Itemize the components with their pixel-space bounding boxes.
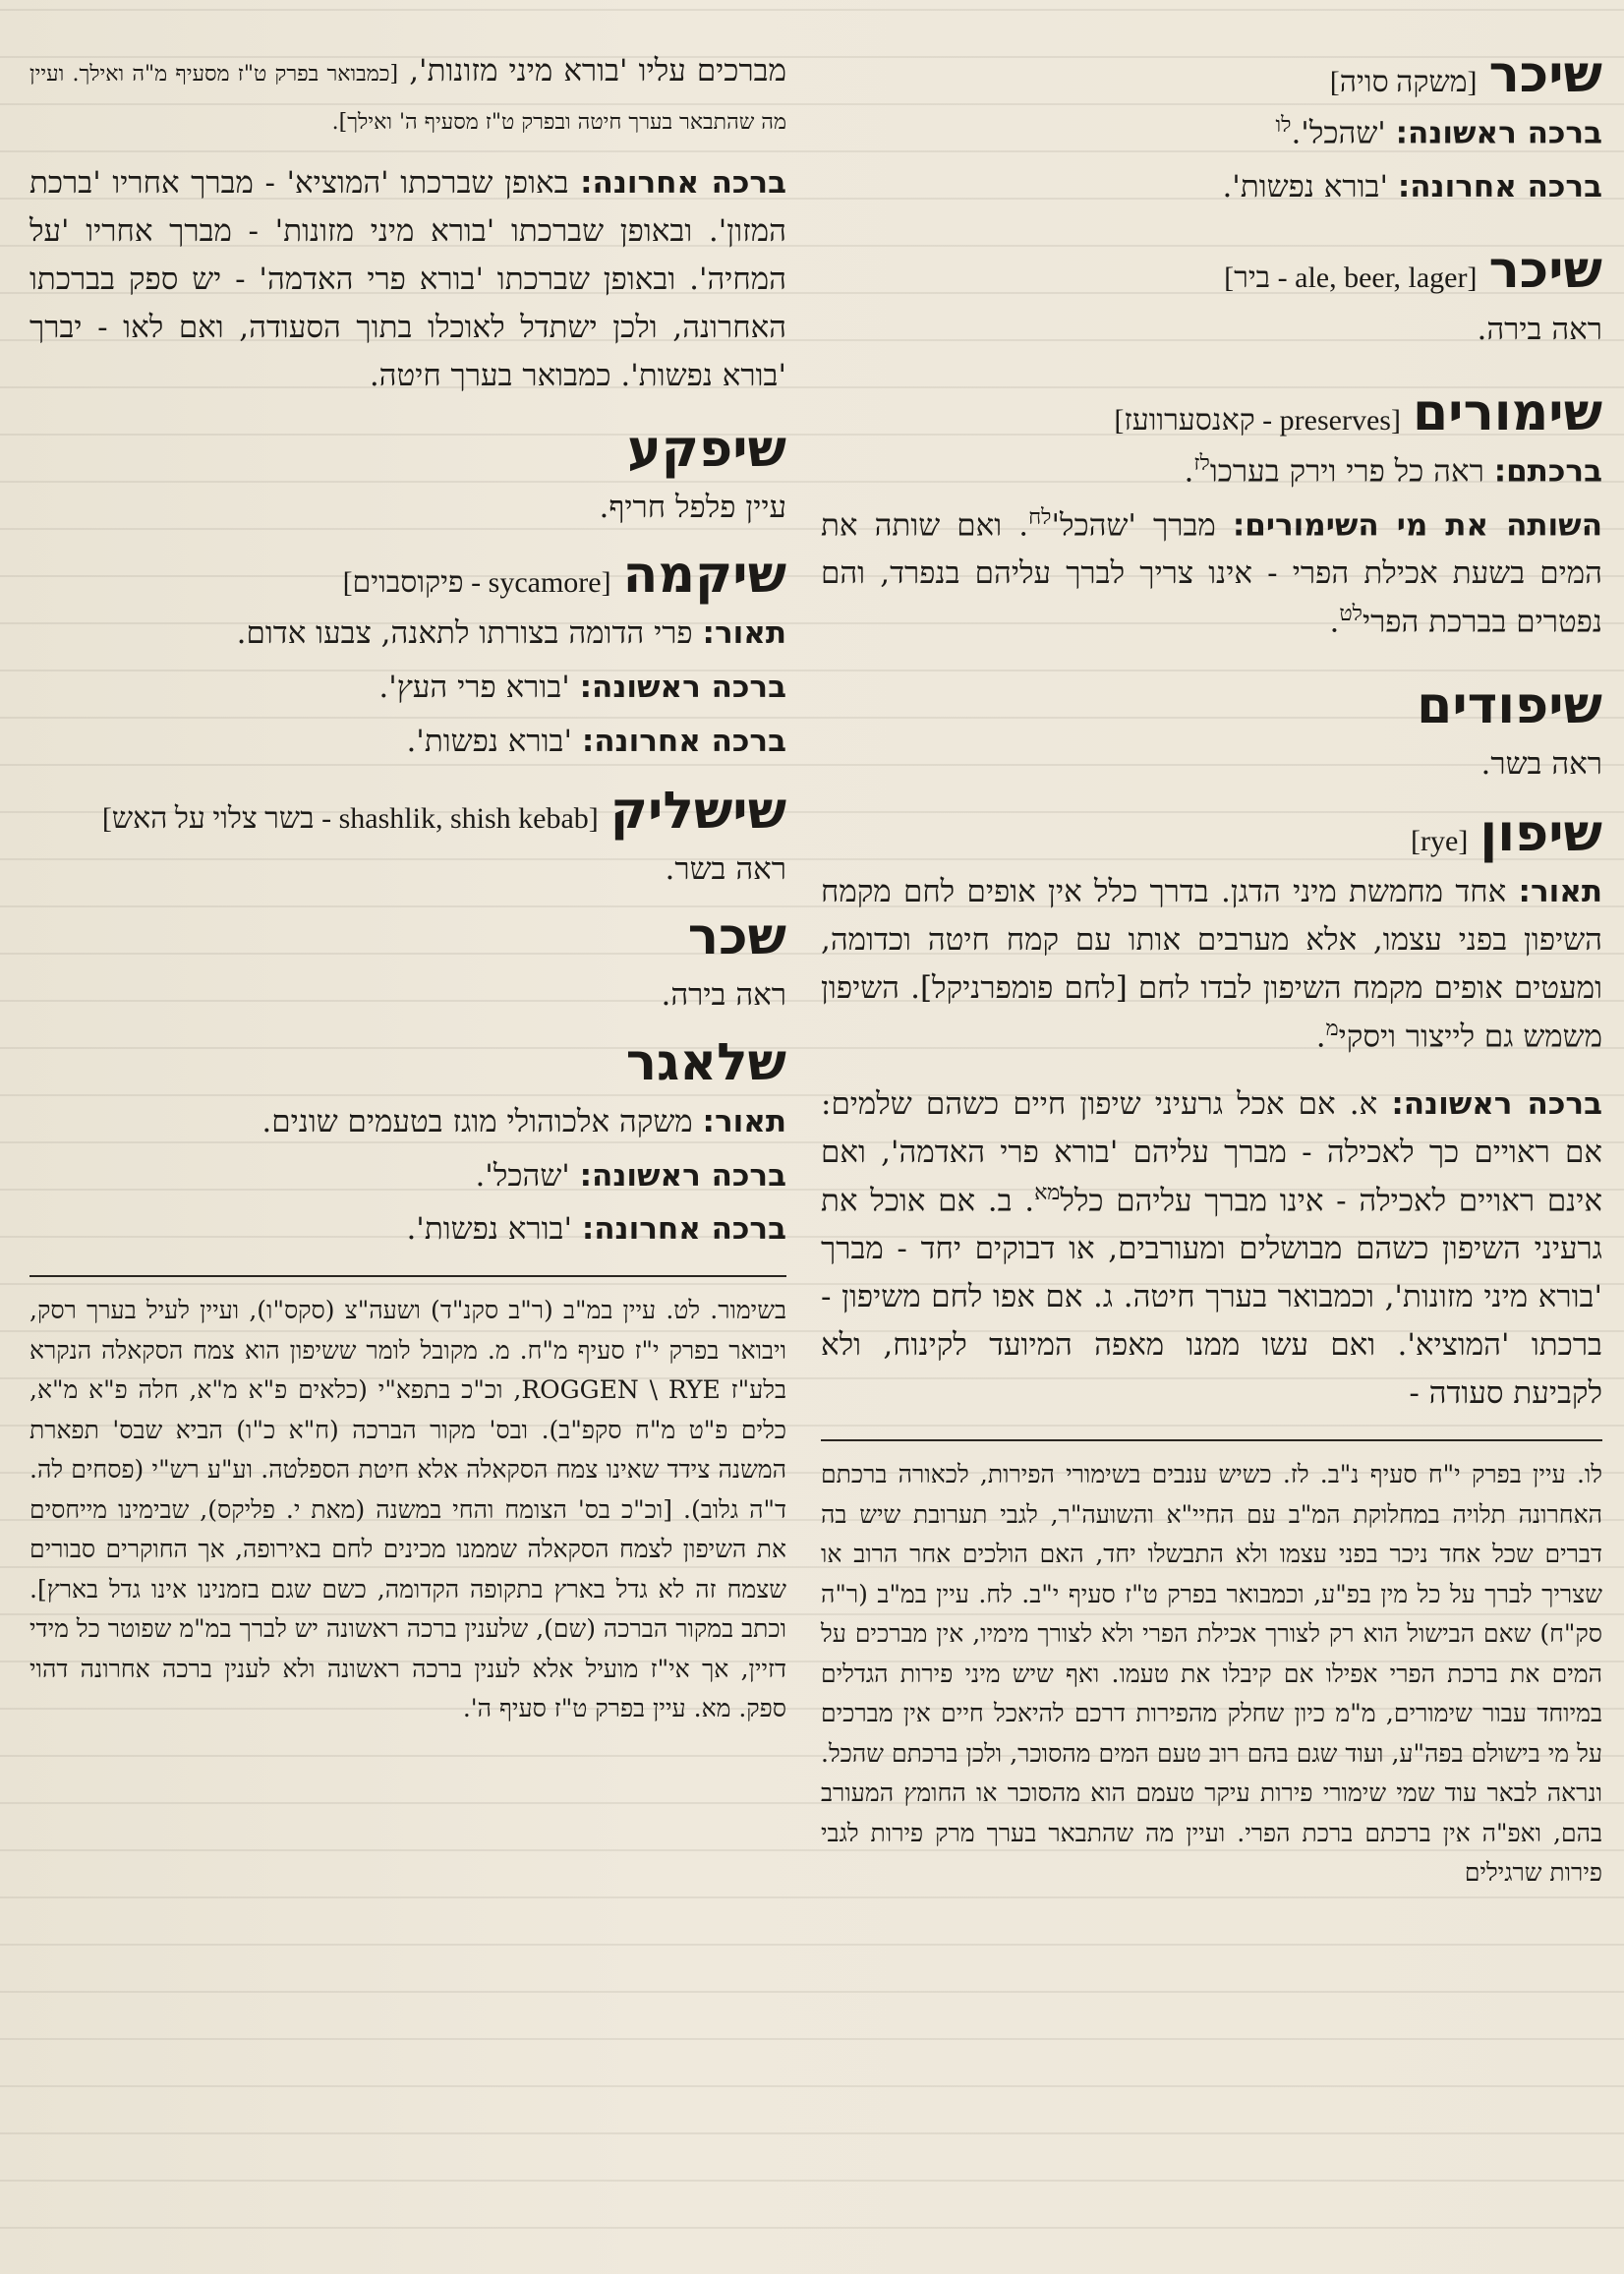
cross-reference: ראה בירה. bbox=[1477, 311, 1602, 347]
entry-title-schlager: שלאגר bbox=[625, 1033, 786, 1093]
entry-title-shifon: שיפון[rye] bbox=[1411, 803, 1602, 863]
continued-paragraph: מברכים עליו 'בורא מיני מזונות', [כמבואר בפרק ט"ז מסעיף מ"ה ואילך. ועיין מה שהתבאר בערך חיטה ובפרק ט"ז מסעיף ה' ואילך]. bbox=[29, 53, 786, 135]
footnotes-left: בשימור. לט. עיין במ"ב (ר"ב סקנ"ד) ושעה"צ (סקס"ו), ועיין לעיל בערך רסק, ויבואר בפרק י"ז סעיף מ"ח. מ. מקובל לומר ששיפון הוא צמח הסקאלה הנקרא בלע"ז ROGGEN \ RYE, וכ"כ בתפא"י (כלאים פ"א מ"א, חלה פ"א מ"א, כלים פ"ט מ"ח סקפ"ב). ובס' מקור הברכה (ח"א כ"ו) הביא שבס' תפארת המשנה צידד שאינו צמח הסקאלה אלא חיטת הספלטה. וע"ע רש"י (פסחים לה. ד"ה גלוב). [וכ"כ בס' הצומח והחי במשנה (מאת י. פליקס), שבימינו מייחסים את השיפון לצמח הסקאלה שממנו מכינים לחם באירופה, אך החוקרים סבורים שצמח זה לא גדל בארץ בתקופה הקדומה, כשם שגם בזמנינו אינו גדל בארץ]. וכתב במקור הברכה (שם), שלענין ברכה ראשונה יש לברך במ"מ שפוטר כל מידי דזיין, אך אי"ז מועיל אלא לענין ברכה ראשונה ולא לענין ברכה אחרונה דהוי ספק. מא. עיין בפרק ט"ז סעיף ה'. bbox=[29, 1296, 787, 1723]
cross-reference: ראה בשר. bbox=[1480, 745, 1602, 782]
footnotes-right: לו. עיין בפרק י"ח סעיף נ"ב. לז. כשיש ענבים בשימורי הפירות, לכאורה ברכתם האחרונה תלויה במחלוקת המ"ב עם החיי"א והשועה"ר, לגבי תערובת שיש בה דברים שכל אחד ניכר בפני עצמו ולא התבשלו יחד, האם הולכים אחר הרוב או שצריך לברך על כל מין בפ"ע, וכמבואר בפרק ט"ז סעיף י"ב. לח. עיין במ"ב (ר"ה סק"ח) שאם הבישול הוא רק לצורך אכילת הפרי ולא לצורך מימיו, אין מברכים על המים את ברכת הפרי אפילו אם קיבלו את טעמו. ואף שיש מיני פירות הגדלים במיוחד עבור שימורים, מ"מ כיון שחלק מהפירות דרכם להיאכל חיים אין מברכים על מי בישולם בפה"ע, ועוד שגם בהם רוב טעם המים מהסוכר, ולכן ברכתם שהכל. ונראה לבאר עוד שמי שימורי פירות עיקר טעמם הוא מהסוכר או החומץ המעורב בהם, ואפ"ה אין ברכתם ברכת הפרי. ועיין מה שהתבאר בערך מרק פירות לגבי פירות שרגילים bbox=[821, 1460, 1602, 1888]
first-blessing-paragraph: ברכה ראשונה: א. אם אכל גרעיני שיפון חיים כשהם שלמים: אם ראויים כך לאכילה - מברך עליהם 'בורא פרי האדמה', ואם אינם ראויים לאכילה - אינו מברך עליהם כלל$^{מא}$. ב. אם אוכל את גרעיני השיפון כשהם מבושלים ומעורבים, או דבוקים יחד - מברך 'בורא מיני מזונות', וכמבואר בערך חיטה. ג. אם אפו לחם משיפון - ברכתו 'המוציא'. ואם עשו ממנו מאפה המיועד לקינוח, ולא לקביעת סעודה - bbox=[821, 1086, 1602, 1412]
entry-title-shimurim: שימורים[preserves - קאנסערוועז] bbox=[1114, 382, 1602, 442]
last-blessing-line: ברכה אחרונה: 'בורא נפשות'. bbox=[1222, 169, 1602, 205]
footnote-divider bbox=[821, 1439, 1602, 1441]
preserves-water-paragraph: השותה את מי השימורים: מברך '$שהכל'^{לח}$. ואם שותה את המים בשעת אכילת הפרי - אינו צריך לברך עליהם בנפרד, והם נפטרים בברכת הפרי$^{לט}$. bbox=[821, 505, 1602, 640]
entry-translation: [sycamore - פיקוסבוים] bbox=[342, 565, 611, 599]
cross-reference: עיין פלפל חריף. bbox=[599, 489, 786, 525]
blessing-line: ברכתם: ראה כל פרי וירק בערכו$^{לז}$. bbox=[1184, 450, 1602, 490]
entry-translation: [rye] bbox=[1411, 824, 1469, 857]
footnote-ref: מא bbox=[1034, 1181, 1061, 1206]
last-blessing-paragraph: ברכה אחרונה: באופן שברכתו 'המוציא' - מברך אחריו 'ברכת המזון'. ובאופן שברכתו 'בורא מיני מזונות' - מברך אחריו 'על המחיה'. ובאופן שברכתו 'בורא פרי האדמה' - יש ספק בברכתו האחרונה, ולכן ישתדל לאוכלו בתוך הסעודה, ואם לאו - יברך 'בורא נפשות'. כמבואר בערך חיטה. bbox=[29, 164, 786, 393]
entry-translation: [preserves - קאנסערוועז] bbox=[1114, 403, 1401, 437]
footnote-ref: לח bbox=[1028, 505, 1052, 531]
entry-title-shikma: שיקמה[sycamore - פיקוסבוים] bbox=[342, 545, 786, 605]
cross-reference: ראה בירה. bbox=[661, 977, 786, 1014]
entry-title-shipka: שיפקע bbox=[627, 419, 786, 479]
description-line: תאור: פרי הדומה בצורתו לתאנה, צבעו אדום. bbox=[236, 615, 786, 652]
footnote-ref: מ bbox=[1325, 1016, 1339, 1041]
entry-title-shekar-soy: שיכר[משקה סויה] bbox=[1329, 45, 1602, 104]
entry-title-shishlik: שישליק[shashlik, shish kebab - בשר צלוי על האש] bbox=[101, 782, 786, 842]
footnote-ref: לט bbox=[1339, 602, 1363, 627]
first-blessing-line: ברכה ראשונה: 'בורא פרי העץ'. bbox=[378, 670, 786, 706]
entry-translation: [shashlik, shish kebab - בשר צלוי על האש] bbox=[101, 802, 599, 836]
first-blessing-line: ברכה ראשונה: 'שהכל'.$^{לו}$ bbox=[1275, 113, 1602, 151]
first-blessing-line: ברכה ראשונה: 'שהכל'. bbox=[475, 1157, 786, 1194]
entry-translation: [ale, beer, lager - ביר] bbox=[1224, 262, 1478, 295]
description-paragraph: תאור: אחד מחמשת מיני הדגן. בדרך כלל אין אופים לחם מקמח השיפון בפני עצמו, אלא מערבים אותו עם קמח חיטה וכדומה, ומעטים אופים מקמח השיפון לבדו לחם [לחם פומפרניקל]. השיפון משמש גם לייצור ויסקי$^מ$. bbox=[821, 874, 1602, 1055]
entry-title-shekar-beer: שיכר[ale, beer, lager - ביר] bbox=[1224, 241, 1602, 301]
footnote-ref: לו bbox=[1275, 113, 1292, 139]
entry-title-shipudim: שיפודים bbox=[1417, 675, 1602, 735]
entry-translation: [משקה סויה] bbox=[1329, 66, 1478, 98]
right-column bbox=[821, 47, 1602, 1894]
description-line: תאור: משקה אלכוהולי מוגז בטעמים שונים. bbox=[261, 1103, 786, 1139]
entry-title-shechar: שכר bbox=[687, 907, 786, 967]
footnote-ref: לז bbox=[1193, 450, 1210, 476]
left-column bbox=[29, 47, 786, 1729]
last-blessing-line: ברכה אחרונה: 'בורא נפשות'. bbox=[406, 724, 786, 760]
last-blessing-line: ברכה אחרונה: 'בורא נפשות'. bbox=[406, 1211, 786, 1248]
cross-reference: ראה בשר. bbox=[665, 851, 786, 888]
footnote-divider bbox=[29, 1275, 786, 1277]
